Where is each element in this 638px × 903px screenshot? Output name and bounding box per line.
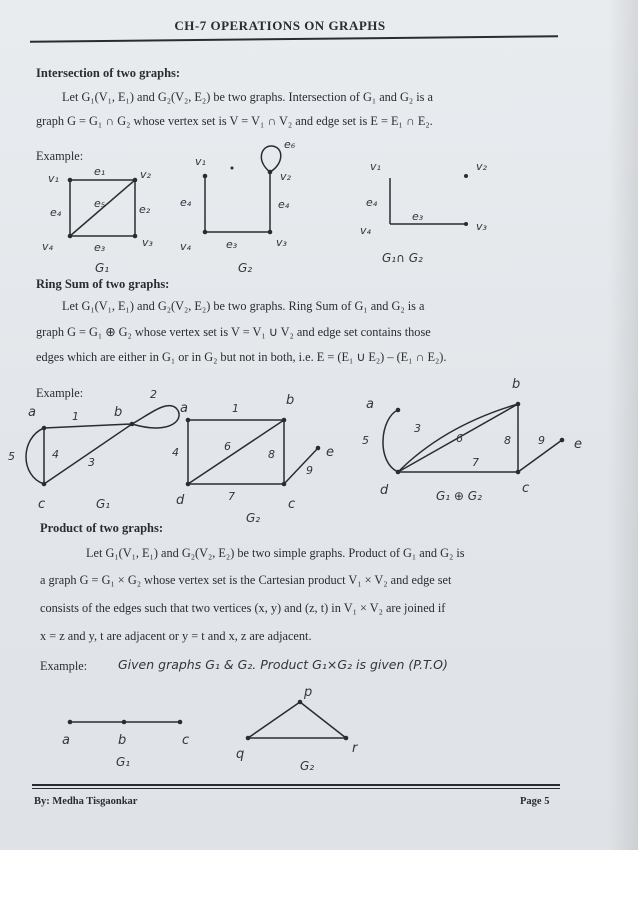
caption-g2: G₂: [300, 759, 315, 773]
label-9: 9: [306, 464, 313, 477]
label-d: d: [176, 493, 185, 508]
footer-rule-bottom: [32, 788, 560, 789]
label-e6: e₆: [284, 138, 296, 151]
label-v3: v₃: [276, 236, 287, 249]
label-6: 6: [456, 432, 463, 445]
label-c: c: [38, 497, 46, 512]
label-7: 7: [228, 490, 235, 503]
intersection-line-2: graph G = G₁ ∩ G₂ whose vertex set is V = V₁ ∩ V₂ and edge set is E = E₁ ∩ E₂.: [36, 114, 433, 128]
ringsum-line-2: graph G = G₁ ⊕ G₂ whose vertex set is V = V₁ ∪ V₂ and edge set contains those: [36, 325, 431, 339]
label-v2: v₂: [280, 170, 291, 183]
vertex-r: [344, 736, 349, 741]
label-e5: e₅: [94, 197, 106, 210]
footer-author: By: Medha Tisgaonkar: [34, 796, 138, 807]
label-e3: e₃: [412, 210, 424, 223]
label-v2: v₂: [140, 168, 151, 181]
ringsum-example-label: Example:: [36, 386, 84, 400]
label-b: b: [286, 393, 295, 408]
footer-rule-top: [32, 784, 560, 786]
product-example-label: Example:: [40, 659, 88, 673]
label-e2: e₂: [139, 203, 151, 216]
label-5: 5: [362, 434, 369, 447]
label-a: a: [28, 405, 36, 420]
label-5: 5: [8, 450, 15, 463]
product-line-2: a graph G = G₁ × G₂ whose vertex set is the Cartesian product V₁ × V₂ and edge set: [40, 573, 452, 587]
label-c: c: [288, 497, 296, 512]
label-v2: v₂: [476, 160, 487, 173]
label-c: c: [182, 733, 190, 748]
vertex-q: [246, 736, 251, 741]
edge-pr: [300, 702, 346, 738]
caption-g1: G₁: [95, 261, 110, 275]
label-a: a: [62, 733, 70, 748]
label-v1: v₁: [195, 155, 206, 168]
label-v4: v₄: [180, 240, 191, 253]
product-handwritten-note: Given graphs G₁ & G₂. Product G₁×G₂ is given (P.T.O): [118, 657, 448, 672]
caption-g2: G₂: [246, 511, 261, 525]
label-b: b: [118, 733, 127, 748]
caption-g3: G₁ ⊕ G₂: [436, 489, 482, 503]
caption-g2: G₂: [238, 261, 253, 275]
page-header-title: CH-7 OPERATIONS ON GRAPHS: [174, 18, 386, 33]
label-e: e: [326, 445, 334, 460]
label-e3: e₃: [94, 241, 106, 254]
product-line-4: x = z and y, t are adjacent or y = t and x, z are adjacent.: [40, 629, 312, 643]
label-e4-right: e₄: [278, 198, 290, 211]
label-e1: e₁: [94, 165, 106, 178]
label-b: b: [512, 377, 521, 392]
label-v3: v₃: [476, 220, 487, 233]
label-4: 4: [172, 446, 179, 459]
label-1: 1: [72, 410, 79, 423]
label-a: a: [366, 397, 374, 412]
label-e4-left: e₄: [180, 196, 192, 209]
label-v3: v₃: [142, 236, 153, 249]
label-e4: e₄: [366, 196, 378, 209]
product-title: Product of two graphs:: [40, 521, 164, 535]
ringsum-title: Ring Sum of two graphs:: [36, 277, 170, 291]
ringsum-line-1: Let G₁(V₁, E₁) and G₂(V₂, E₂) be two graphs. Ring Sum of G₁ and G₂ is a: [62, 299, 425, 313]
label-p: p: [304, 685, 313, 700]
label-a: a: [180, 401, 188, 416]
vertex-p: [298, 700, 303, 705]
caption-g1: G₁: [96, 497, 111, 511]
label-r: r: [352, 741, 358, 756]
label-4: 4: [52, 448, 59, 461]
label-8: 8: [504, 434, 511, 447]
label-d: d: [380, 483, 389, 498]
intersection-example-label: Example:: [36, 149, 84, 163]
caption-g3: G₁∩ G₂: [382, 251, 423, 265]
label-e3: e₃: [226, 238, 238, 251]
label-8: 8: [268, 448, 275, 461]
caption-g1: G₁: [116, 755, 131, 769]
label-e4: e₄: [50, 206, 62, 219]
label-1: 1: [232, 402, 239, 415]
label-9: 9: [538, 434, 545, 447]
intersection-line-1: Let G₁(V₁, E₁) and G₂(V₂, E₂) be two graphs. Intersection of G₁ and G₂ is a: [62, 90, 433, 104]
product-line-3: consists of the edges such that two vertices (x, y) and (z, t) in V₁ × V₂ are joined if: [40, 601, 446, 615]
footer-page-number: Page 5: [520, 796, 550, 807]
label-3: 3: [88, 456, 95, 469]
edge-pq: [248, 702, 300, 738]
label-v4: v₄: [360, 224, 371, 237]
label-v1: v₁: [370, 160, 381, 173]
label-q: q: [236, 747, 245, 762]
label-v4: v₄: [42, 240, 53, 253]
intersection-title: Intersection of two graphs:: [36, 66, 181, 80]
label-3: 3: [414, 422, 421, 435]
label-6: 6: [224, 440, 231, 453]
ringsum-line-3: edges which are either in G₁ or in G₂ but not in both, i.e. E = (E₁ ∪ E₂) – (E₁ ∩ E₂).: [36, 350, 447, 364]
label-v1: v₁: [48, 172, 59, 185]
label-7: 7: [472, 456, 479, 469]
label-2: 2: [150, 388, 157, 401]
label-c: c: [522, 481, 530, 496]
label-e: e: [574, 437, 582, 452]
label-b: b: [114, 405, 123, 420]
product-line-1: Let G₁(V₁, E₁) and G₂(V₂, E₂) be two simple graphs. Product of G₁ and G₂ is: [86, 546, 465, 560]
